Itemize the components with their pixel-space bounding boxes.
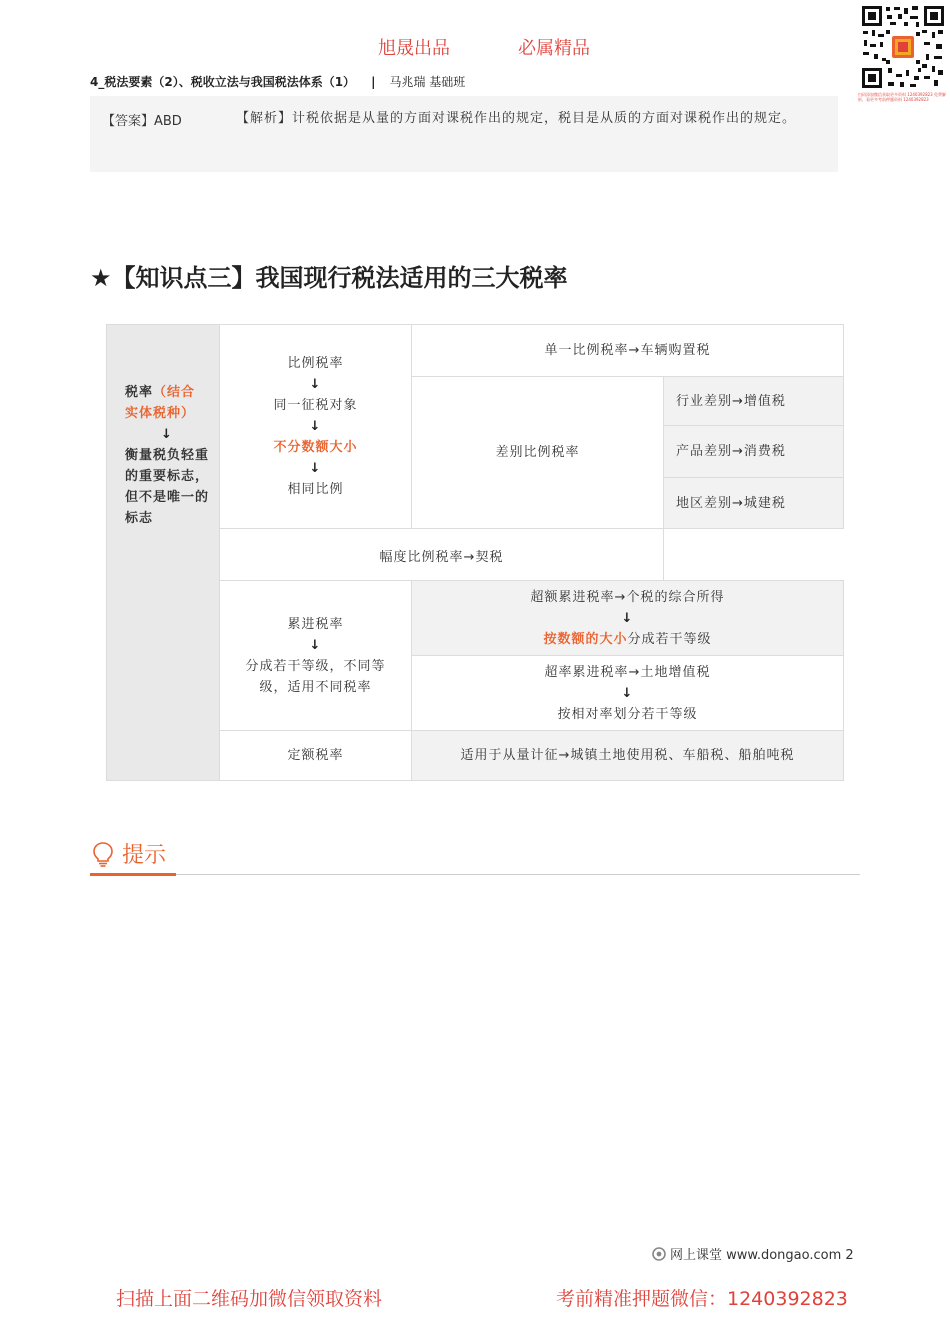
proportional-rate-object: 同一征税对象 <box>273 398 358 413</box>
down-arrow-icon: ↓ <box>621 685 634 701</box>
qr-code-icon <box>860 4 946 90</box>
diff-item-region: 地区差别→城建税 <box>664 478 844 529</box>
breadcrumb <box>90 73 465 90</box>
down-arrow-icon: ↓ <box>309 377 322 392</box>
tax-rate-summary-cell <box>107 325 220 586</box>
tax-rate-note: （结合实体税种） <box>125 384 196 421</box>
tax-rate-table <box>106 324 844 586</box>
progressive-rate-desc: 分成若干等级，不同等级，适用不同税率 <box>245 658 386 695</box>
range-rate-cell: 幅度比例税率→契税 <box>220 529 664 586</box>
tax-rate-label: 税率 <box>125 384 154 400</box>
fixed-rate-desc-cell: 适用于从量计征→城镇土地使用税、车船税、船舶吨税 <box>412 731 844 781</box>
answer-explanation: 【解析】计税依据是从量的方面对课税作出的规定，税目是从质的方面对课税作出的规定。 <box>236 111 797 126</box>
footer-right-note: 考前精准押题微信：1240392823 <box>556 1288 848 1310</box>
brand-left: 旭晟出品 <box>378 38 450 59</box>
tip-divider <box>90 874 860 875</box>
excess-rate-title: 超率累进税率→土地增值税 <box>544 664 711 680</box>
footer-site-text: 网上课堂 www.dongao.com 2 <box>670 1248 854 1263</box>
dongao-logo-icon <box>652 1247 666 1261</box>
excess-rate-desc: 按相对率划分若干等级 <box>557 706 698 722</box>
tax-rate-summary-continued <box>107 581 220 781</box>
tax-rate-description: 衡量税负轻重的重要标志，但不是唯一的标志 <box>125 447 210 526</box>
proportional-rate-cell <box>220 325 412 529</box>
single-rate-cell: 单一比例税率→车辆购置税 <box>412 325 844 377</box>
brand-right: 必属精品 <box>518 38 590 59</box>
footer-site <box>652 1244 854 1263</box>
tax-rate-table-lower <box>106 580 844 781</box>
diff-item-product: 产品差别→消费税 <box>664 426 844 478</box>
breadcrumb-separator: | <box>371 75 376 89</box>
down-arrow-icon: ↓ <box>309 461 322 476</box>
breadcrumb-teacher: 马兆瑞 基础班 <box>389 75 466 89</box>
proportional-rate-title: 比例税率 <box>287 356 344 371</box>
excess-amount-cell <box>412 581 844 656</box>
excess-amount-rest: 分成若干等级 <box>627 631 712 647</box>
answer-label: 【答案】ABD <box>102 114 182 129</box>
fixed-rate-label-cell: 定额税率 <box>220 731 412 781</box>
answer-box <box>90 96 838 172</box>
down-arrow-icon: ↓ <box>621 610 634 626</box>
proportional-rate-same: 相同比例 <box>287 482 344 497</box>
proportional-rate-highlight: 不分数额大小 <box>273 440 358 455</box>
down-arrow-icon: ↓ <box>309 419 322 434</box>
down-arrow-icon: ↓ <box>161 426 173 442</box>
tip-header <box>92 838 166 869</box>
progressive-rate-title: 累进税率 <box>287 616 344 632</box>
tip-title: 提示 <box>122 843 167 868</box>
down-arrow-icon: ↓ <box>309 637 322 653</box>
section-title: ★【知识点三】我国现行税法适用的三大税率 <box>90 264 568 292</box>
differential-rate-cell: 差别比例税率 <box>412 377 664 529</box>
breadcrumb-title: 4_税法要素（2）、税收立法与我国税法体系（1） <box>90 75 356 89</box>
qr-caption: 扫码添加微信获取更多资料 1240392823 免费解析，看更多考前押题资料 1240392823 <box>858 92 946 102</box>
excess-amount-title: 超额累进税率→个税的综合所得 <box>530 589 725 605</box>
tip-accent-bar <box>90 873 176 876</box>
footer-left-note: 扫描上面二维码加微信领取资料 <box>116 1288 383 1310</box>
diff-item-industry: 行业差别→增值税 <box>664 377 844 426</box>
progressive-rate-cell <box>220 581 412 731</box>
excess-rate-cell <box>412 656 844 731</box>
lightbulb-icon <box>92 841 114 867</box>
excess-amount-highlight: 按数额的大小 <box>543 631 628 647</box>
